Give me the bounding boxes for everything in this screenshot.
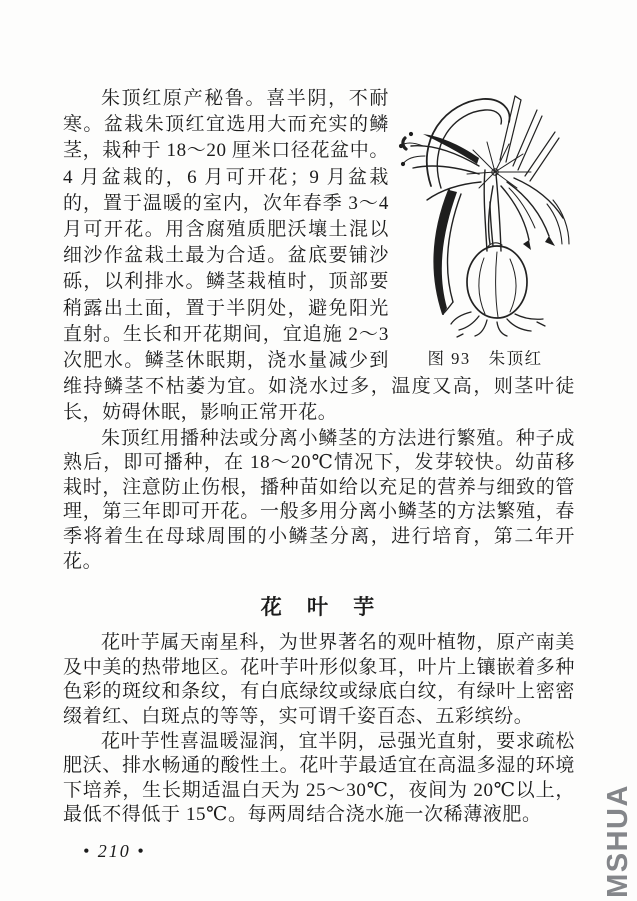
hippeastrum-illustration-icon	[397, 86, 573, 340]
paragraph-hippeastrum-propagation: 朱顶红用播种法或分离小鳞茎的方法进行繁殖。种子成熟后，即可播种，在 18～20℃情况下，发芽较快。幼苗移栽时，注意防止伤根，播种苗如给以充足的营养与细致的管理，第三年即可开花。一般多用分离小鳞茎的方法繁殖，春季将着生在母球周围的小鳞茎分离，进行培育，第二年开花。	[63, 427, 575, 572]
watermark: MSHUA	[602, 784, 634, 898]
page-number: • 210 •	[83, 840, 146, 861]
page-content	[63, 86, 575, 862]
paragraph-caladium-intro: 花叶芋属天南星科，为世界著名的观叶植物，原产南美及中美的热带地区。花叶芋叶形似象耳，叶片上镶嵌着多种色彩的斑纹和条纹，有白底绿纹或绿底白纹，有绿叶上密密缀着红、白斑点的等等，实可谓千姿百态、五彩缤纷。	[63, 632, 575, 727]
figure-caption: 图 93 朱顶红	[427, 349, 543, 368]
paragraph-hippeastrum-culture: 朱顶红原产秘鲁。喜半阴，不耐寒。盆栽朱顶红宜选用大而充实的鳞茎，栽种于 18～20 厘米口径花盆中。4 月盆栽的，6 月可开花；9 月盆栽的，置于温暖的室内，次年春季 3～4 月可开花。用含腐殖质肥沃壤土混以细沙作盆栽土最为合适。盆底要铺沙砾，以利排水。鳞茎栽植时，顶部要稍露出土面，置于半阴处，避免阳光直射。生长和开花期间，宜追施 2～3 次肥水。鳞茎休眠期，浇水量减少到维持鳞茎不枯萎为宜。如浇水过多，温度又高，则茎叶徒长，妨碍休眠，影响正常开花。	[63, 88, 575, 424]
paragraph-caladium-culture: 花叶芋性喜温暖湿润，宜半阴，忌强光直射，要求疏松肥沃、排水畅通的酸性土。花叶芋最适宜在高温多湿的环境下培养，生长期适温白天为 25～30℃，夜间为 20℃以上，最低不得低于 15℃。每两周结合浇水施一次稀薄液肥。	[63, 730, 575, 826]
figure-93	[395, 86, 575, 370]
section-heading-caladium: 花 叶 芋	[260, 595, 378, 620]
